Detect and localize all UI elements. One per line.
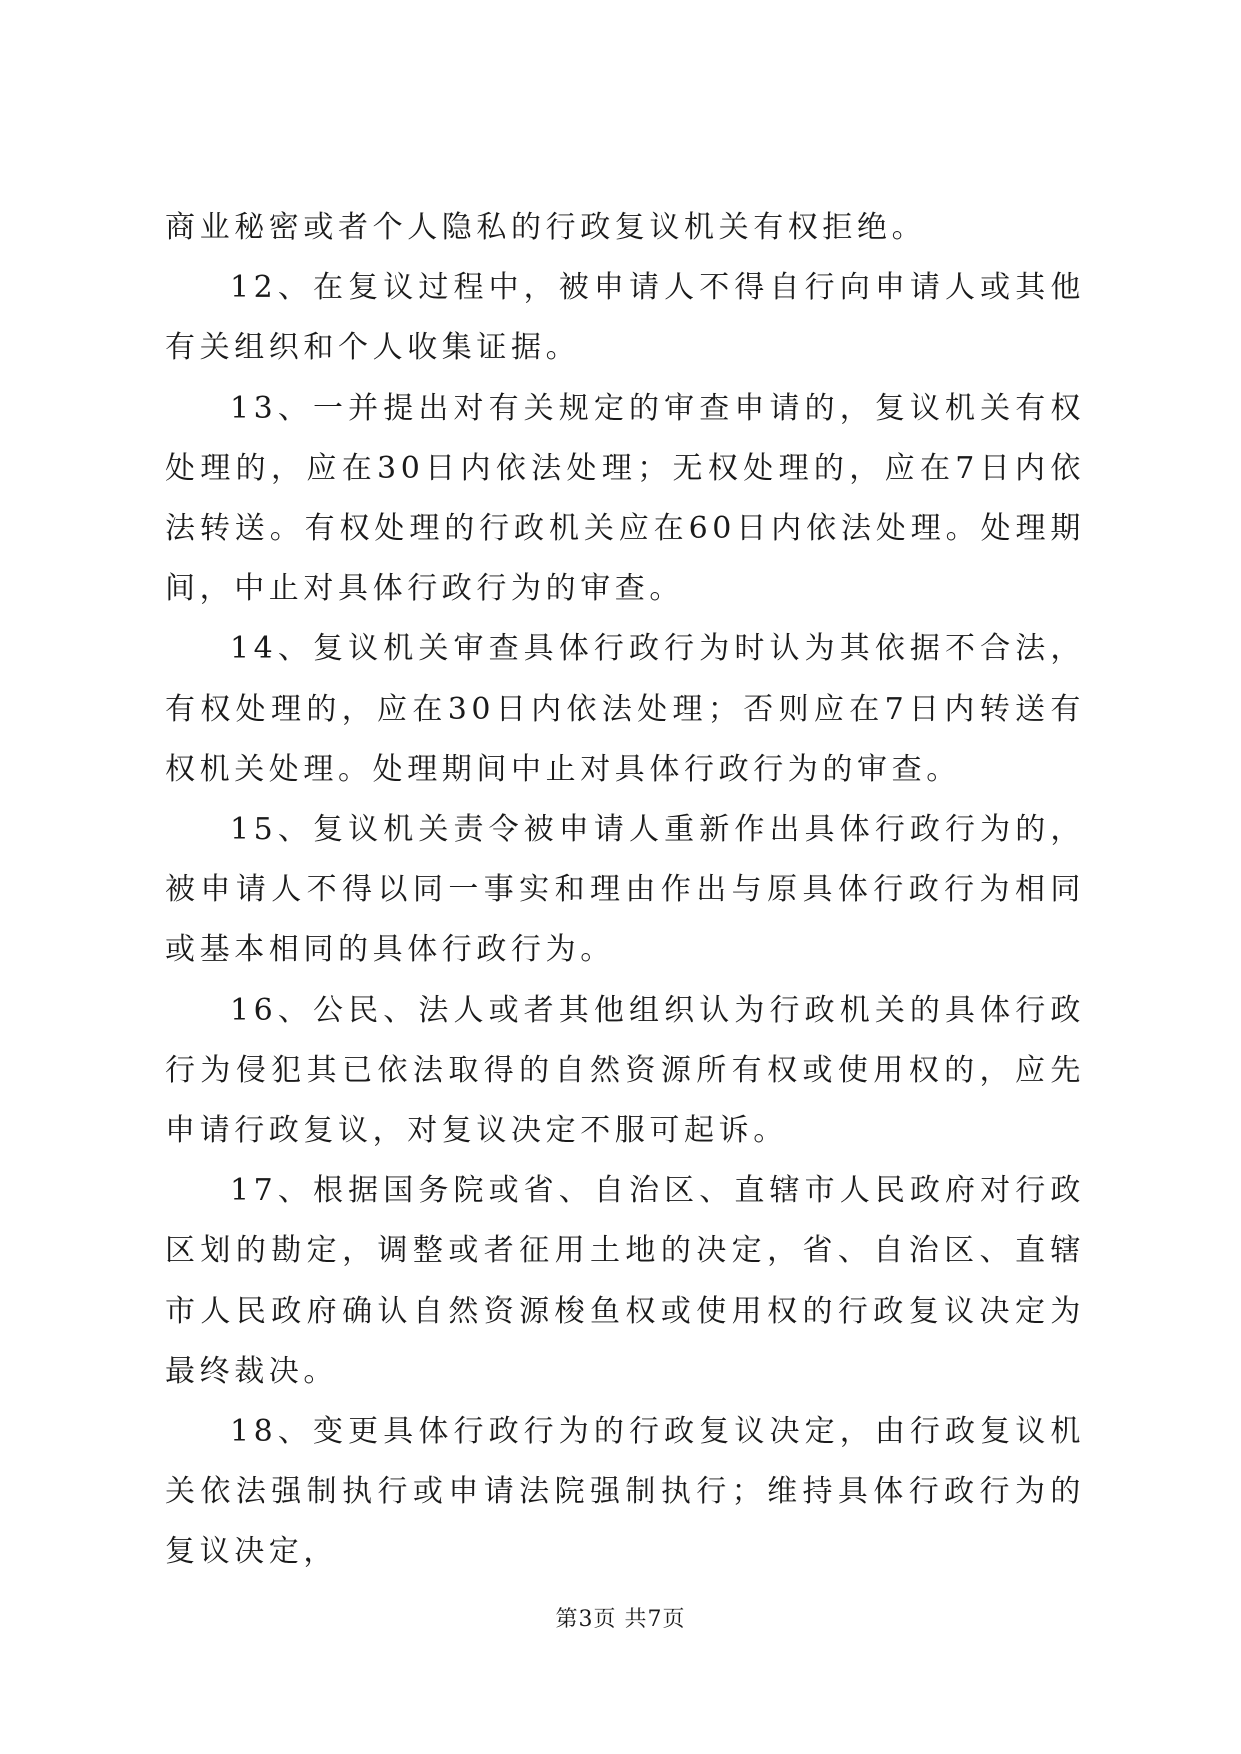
paragraph-item-14: 14、复议机关审查具体行政行为时认为其依据不合法，有权处理的，应在30日内依法处理；否则应在7日内转送有权机关处理。处理期间中止对具体行政行为的审查。 bbox=[165, 631, 1085, 787]
paragraph-item-13: 13、一并提出对有关规定的审查申请的，复议机关有权处理的，应在30日内依法处理；无权处理的，应在7日内依法转送。有权处理的行政机关应在60日内依法处理。处理期间，中止对具体行政行为的审查。 bbox=[165, 390, 1085, 607]
paragraph-item-17: 17、根据国务院或省、自治区、直辖市人民政府对行政区划的勘定，调整或者征用土地的决定，省、自治区、直辖市人民政府确认自然资源梭鱼权或使用权的行政复议决定为最终裁决。 bbox=[165, 1173, 1085, 1389]
paragraph-item-16: 16、公民、法人或者其他组织认为行政机关的具体行政行为侵犯其已依法取得的自然资源所有权或使用权的，应先申请行政复议，对复议决定不服可起诉。 bbox=[165, 992, 1085, 1149]
paragraph-item-12: 12、在复议过程中，被申请人不得自行向申请人或其他有关组织和个人收集证据。 bbox=[165, 270, 1085, 366]
document-body bbox=[165, 198, 1085, 1583]
paragraph-continuation: 商业秘密或者个人隐私的行政复议机关有权拒绝。 bbox=[165, 210, 927, 245]
paragraph-item-18: 18、变更具体行政行为的行政复议决定，由行政复议机关依法强制执行或申请法院强制执行；维持具体行政行为的复议决定， bbox=[165, 1414, 1085, 1570]
page-number-footer: 第3页 共7页 bbox=[555, 1607, 686, 1632]
paragraph-item-15: 15、复议机关责令被申请人重新作出具体行政行为的，被申请人不得以同一事实和理由作出与原具体行政行为相同或基本相同的具体行政行为。 bbox=[165, 812, 1085, 968]
